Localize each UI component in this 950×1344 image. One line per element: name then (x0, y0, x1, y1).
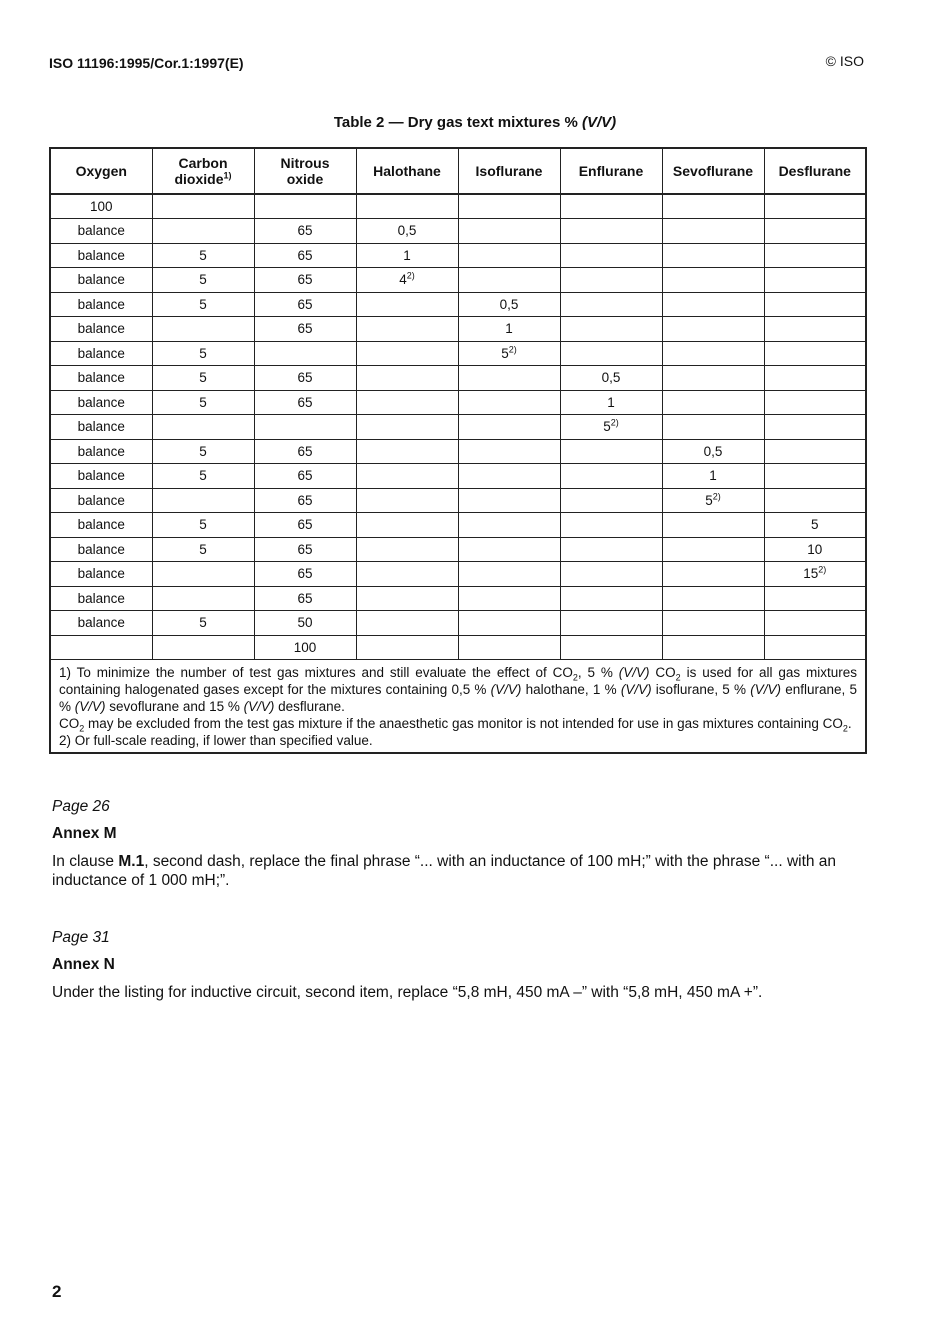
table-row (50, 341, 866, 366)
table-cell: 50 (254, 611, 356, 636)
table-cell: 5 (152, 513, 254, 538)
table-cell (152, 219, 254, 244)
section-page-31 (52, 929, 870, 1002)
table-cell (662, 415, 764, 440)
table-cell (152, 635, 254, 660)
table-cell: 65 (254, 292, 356, 317)
annex-paragraph: Under the listing for inductive circuit, second item, replace “5,8 mH, 450 mA –” with “5,8 mH, 450 mA +”. (52, 984, 763, 1001)
table-row (50, 415, 866, 440)
table-cell: 5 (764, 513, 866, 538)
table-footnotes-row (50, 660, 866, 754)
table-cell (662, 635, 764, 660)
table-cell (458, 611, 560, 636)
table-cell (458, 464, 560, 489)
table-row (50, 513, 866, 538)
table-cell (458, 219, 560, 244)
annex-paragraph: In clause M.1, second dash, replace the final phrase “... with an inductance of 100 mH;” with the phrase “... with an inductance of 1 000 mH;”. (52, 853, 837, 889)
table-cell: balance (50, 317, 152, 342)
table-cell (662, 194, 764, 219)
table-cell (764, 219, 866, 244)
table-cell (50, 635, 152, 660)
column-header: Nitrous oxide (254, 148, 356, 194)
table-cell (764, 268, 866, 293)
table-cell: 10 (764, 537, 866, 562)
document-id: ISO 11196:1995/Cor.1:1997(E) (49, 55, 244, 71)
table-cell: 65 (254, 243, 356, 268)
table-cell: 5$^{2)}$ (560, 415, 662, 440)
table-cell (458, 586, 560, 611)
table-cell: 65 (254, 586, 356, 611)
table-cell (662, 537, 764, 562)
table-footnotes (50, 660, 866, 754)
table-cell: balance (50, 611, 152, 636)
table-cell (356, 366, 458, 391)
table-cell (458, 635, 560, 660)
table-cell: balance (50, 268, 152, 293)
page-reference: Page 26 (52, 798, 110, 815)
table-cell (764, 194, 866, 219)
table-cell (458, 390, 560, 415)
table-cell (764, 611, 866, 636)
table-cell: 5 (152, 611, 254, 636)
table-cell (458, 562, 560, 587)
table-cell: 1 (458, 317, 560, 342)
table-cell: 4$^{2)}$ (356, 268, 458, 293)
table-cell (662, 366, 764, 391)
annex-heading: Annex M (52, 825, 117, 842)
table-cell (764, 341, 866, 366)
table-cell (662, 341, 764, 366)
table-cell (764, 488, 866, 513)
column-header: Enflurane (560, 148, 662, 194)
table-cell: 5$^{2)}$ (662, 488, 764, 513)
table-row (50, 537, 866, 562)
table-cell (560, 219, 662, 244)
table-cell: 0,5 (458, 292, 560, 317)
table-row (50, 390, 866, 415)
table-row (50, 317, 866, 342)
table-cell (254, 415, 356, 440)
footnote-co2: $CO_2$ may be excluded from the test gas mixture if the anaesthetic gas monitor is not intended for use in gas mixtures containing $CO_2$. (59, 716, 852, 734)
table-cell (152, 194, 254, 219)
table-cell (356, 194, 458, 219)
table-cell: 5 (152, 243, 254, 268)
table-cell: 65 (254, 488, 356, 513)
table-cell (764, 464, 866, 489)
table-cell: 5 (152, 341, 254, 366)
table-cell: balance (50, 439, 152, 464)
table-cell (662, 292, 764, 317)
table-cell (356, 415, 458, 440)
table-cell (662, 390, 764, 415)
table-row (50, 464, 866, 489)
table-cell: balance (50, 415, 152, 440)
table-cell: 5 (152, 464, 254, 489)
table-cell: 0,5 (662, 439, 764, 464)
footnote-1: 1) To minimize the number of test gas mixtures and still evaluate the effect of $CO_2$, 5 % (V/V) $CO_2$ is used for all gas mixtures containing halogenated gases except for the mixtures containing 0,5 % (V/V) halothane, 1 % (V/V) isoflurane, 5 % (V/V) enflurane, 5 % (V/V) sevoflurane and 15 % (V/V) desflurane. (59, 665, 857, 714)
table-cell (662, 611, 764, 636)
table-cell (356, 317, 458, 342)
table-cell: 5 (152, 268, 254, 293)
table-cell (356, 488, 458, 513)
table-cell: 0,5 (356, 219, 458, 244)
page-reference: Page 31 (52, 929, 110, 946)
column-header: Halothane (356, 148, 458, 194)
table-cell (152, 415, 254, 440)
table-row (50, 366, 866, 391)
table-header-row (50, 148, 866, 194)
table-cell: 1 (662, 464, 764, 489)
table-cell (560, 243, 662, 268)
table-cell: 5 (152, 366, 254, 391)
table-cell (560, 586, 662, 611)
page-number: 2 (52, 1282, 62, 1301)
table-cell (152, 562, 254, 587)
table-cell (356, 292, 458, 317)
table-cell (356, 390, 458, 415)
table-cell (356, 611, 458, 636)
table-cell (560, 341, 662, 366)
column-header: Carbon dioxide$^{1)}$ (152, 148, 254, 194)
table-cell: 65 (254, 219, 356, 244)
table-cell (764, 366, 866, 391)
table-cell (458, 488, 560, 513)
table-cell (356, 439, 458, 464)
table-cell (662, 513, 764, 538)
annex-heading: Annex N (52, 956, 115, 973)
table-cell: 65 (254, 390, 356, 415)
table-cell (662, 562, 764, 587)
table-cell (560, 464, 662, 489)
table-cell (662, 219, 764, 244)
table-cell: 100 (50, 194, 152, 219)
section-page-26 (52, 798, 870, 890)
table-cell: 65 (254, 317, 356, 342)
table-cell: balance (50, 219, 152, 244)
table-cell (560, 513, 662, 538)
table-cell: balance (50, 488, 152, 513)
table-cell (356, 341, 458, 366)
table-cell (662, 243, 764, 268)
table-row (50, 219, 866, 244)
column-header: Sevoflurane (662, 148, 764, 194)
table-cell: balance (50, 586, 152, 611)
table-cell (560, 611, 662, 636)
table-caption-unit: (V/V) (581, 114, 617, 131)
table-row (50, 439, 866, 464)
table-cell: 65 (254, 464, 356, 489)
table-row (50, 562, 866, 587)
table-cell: balance (50, 366, 152, 391)
table-cell (764, 586, 866, 611)
table-cell (560, 292, 662, 317)
table-cell (764, 635, 866, 660)
table-cell (560, 635, 662, 660)
table-cell: balance (50, 464, 152, 489)
table-row (50, 488, 866, 513)
table-cell (458, 537, 560, 562)
table-cell (458, 513, 560, 538)
table-caption-text: Table 2 — Dry gas text mixtures % (333, 114, 578, 131)
table-cell (560, 317, 662, 342)
table-cell (560, 562, 662, 587)
table-cell (356, 537, 458, 562)
table-cell (254, 341, 356, 366)
table-cell (152, 317, 254, 342)
table-row (50, 268, 866, 293)
table-cell (764, 390, 866, 415)
table-cell: 5 (152, 537, 254, 562)
column-header: Desflurane (764, 148, 866, 194)
table-cell: 65 (254, 513, 356, 538)
table-cell (662, 268, 764, 293)
table-cell (560, 537, 662, 562)
table-cell (356, 464, 458, 489)
table-cell (764, 439, 866, 464)
table-cell (458, 439, 560, 464)
table-cell: 5$^{2)}$ (458, 341, 560, 366)
table-cell: 5 (152, 439, 254, 464)
table-cell: 15$^{2)}$ (764, 562, 866, 587)
table-cell: 65 (254, 562, 356, 587)
table-cell: balance (50, 537, 152, 562)
table-cell (560, 439, 662, 464)
table-row (50, 635, 866, 660)
table-cell: balance (50, 562, 152, 587)
table-cell: 65 (254, 439, 356, 464)
table-row (50, 194, 866, 219)
table-row (50, 611, 866, 636)
table-cell (254, 194, 356, 219)
table-cell (356, 513, 458, 538)
table-cell (458, 243, 560, 268)
table-cell (662, 317, 764, 342)
gas-mixtures-table (49, 147, 867, 754)
table-row (50, 243, 866, 268)
table-cell (152, 488, 254, 513)
table-row (50, 586, 866, 611)
table-cell: balance (50, 292, 152, 317)
table-row (50, 292, 866, 317)
table-cell (764, 317, 866, 342)
table-cell (458, 268, 560, 293)
table-cell: 100 (254, 635, 356, 660)
table-cell (560, 268, 662, 293)
table-cell (356, 562, 458, 587)
table-cell (764, 243, 866, 268)
table-cell (458, 194, 560, 219)
table-cell: 0,5 (560, 366, 662, 391)
table-cell (356, 586, 458, 611)
table-cell: 1 (356, 243, 458, 268)
column-header: Oxygen (50, 148, 152, 194)
table-cell (560, 194, 662, 219)
table-cell (458, 366, 560, 391)
column-header: Isoflurane (458, 148, 560, 194)
table-cell: balance (50, 341, 152, 366)
table-cell: 5 (152, 292, 254, 317)
table-cell (560, 488, 662, 513)
table-cell (764, 292, 866, 317)
table-cell (152, 586, 254, 611)
table-cell: 65 (254, 268, 356, 293)
table-cell: 65 (254, 537, 356, 562)
table-caption (0, 114, 950, 131)
table-cell: balance (50, 513, 152, 538)
table-cell: 1 (560, 390, 662, 415)
copyright-mark: © ISO (825, 53, 864, 69)
footnote-2: 2) Or full-scale reading, if lower than specified value. (59, 733, 373, 748)
table-cell: 5 (152, 390, 254, 415)
table-cell: 65 (254, 366, 356, 391)
table-cell (356, 635, 458, 660)
table-cell: balance (50, 390, 152, 415)
table-cell (662, 586, 764, 611)
table-cell (458, 415, 560, 440)
table-cell (764, 415, 866, 440)
table-cell: balance (50, 243, 152, 268)
